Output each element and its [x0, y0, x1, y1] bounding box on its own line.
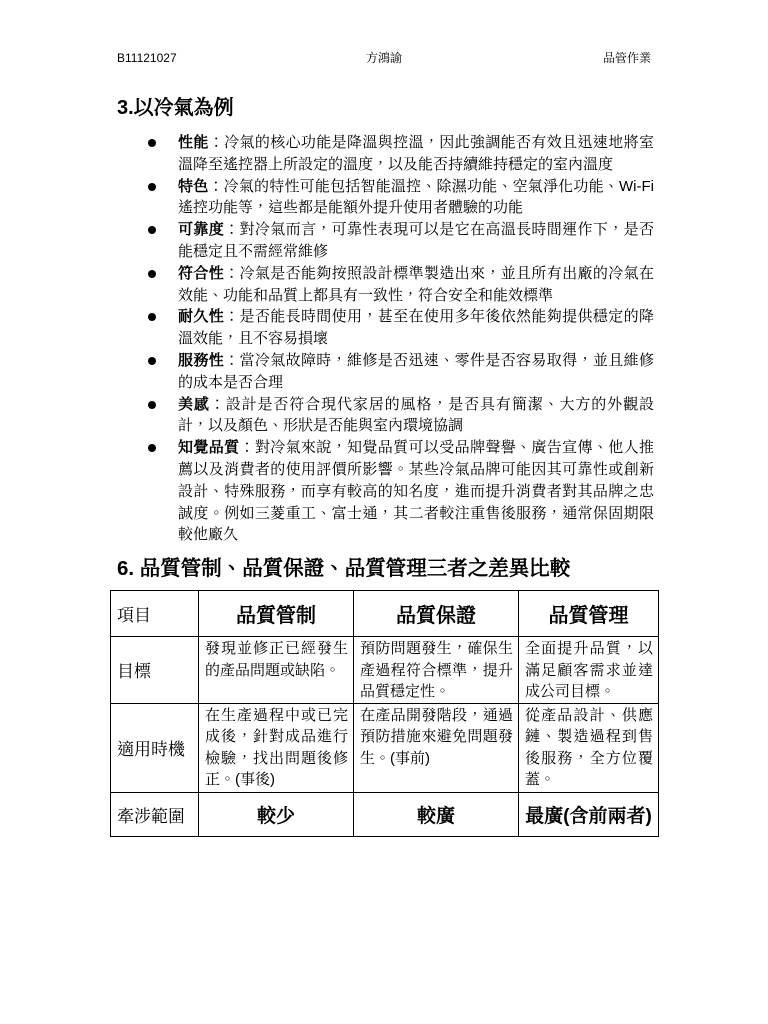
list-item — [178, 263, 654, 307]
header-course-title: 品管作業 — [602, 51, 651, 65]
table-row — [111, 703, 659, 792]
column-header-quality-control: 品質管制 — [199, 591, 354, 637]
item-description: ：是否能長時間使用，甚至在使用多年後依然能夠提供穩定的降溫效能，且不容易損壞 — [178, 308, 654, 348]
comparison-table — [110, 590, 659, 837]
column-header-quality-management: 品質管理 — [519, 591, 659, 637]
item-term: 可靠度 — [178, 221, 225, 239]
table-cell: 在產品開發階段，通過預防措施來避免問題發生。(事前) — [354, 703, 519, 792]
bullet-icon — [148, 357, 156, 365]
table-cell: 較廣 — [354, 792, 519, 836]
list-item — [178, 219, 654, 263]
table-cell: 較少 — [199, 792, 354, 836]
header-student-id: B11121027 — [117, 51, 177, 65]
bullet-icon — [148, 226, 156, 234]
column-header-quality-assurance: 品質保證 — [354, 591, 519, 637]
item-term: 美感 — [178, 395, 210, 413]
list-item — [178, 350, 654, 394]
table-cell: 從產品設計、供應鏈、製造過程到售後服務，全方位覆蓋。 — [519, 703, 659, 792]
item-term: 符合性 — [178, 264, 225, 282]
table-row — [111, 792, 659, 836]
item-description: ：冷氣是否能夠按照設計標準製造出來，並且所有出廠的冷氣在效能、功能和品質上都具有一致性，符合安全和能效標準 — [178, 264, 654, 304]
item-description: ：設計是否符合現代家居的風格，是否具有簡潔、大方的外觀設計，以及顏色、形狀是否能與室內環境協調 — [178, 395, 654, 435]
item-description: ：對冷氣而言，可靠性表現可以是它在高溫長時間運作下，是否能穩定且不需經常維修 — [178, 221, 654, 260]
bullet-icon — [148, 139, 156, 147]
item-description: ：冷氣的特性可能包括智能溫控、除濕功能、空氣淨化功能、Wi-Fi遙控功能等，這些都是能額外提升使用者體驗的功能 — [178, 177, 654, 217]
row-label: 目標 — [111, 637, 199, 704]
table-cell: 預防問題發生，確保生產過程符合標準，提升品質穩定性。 — [354, 637, 519, 704]
item-term: 服務性 — [178, 351, 225, 369]
header-author-name: 方鴻諭 — [365, 51, 402, 65]
bullet-icon — [148, 183, 156, 191]
table-cell: 在生產過程中或已完成後，針對成品進行檢驗，找出問題後修正。(事後) — [199, 703, 354, 792]
bullet-icon — [148, 270, 156, 278]
list-item — [178, 176, 654, 220]
bullet-icon — [148, 313, 156, 321]
row-label: 適用時機 — [111, 703, 199, 792]
section-3-heading: 3.以冷氣為例 — [117, 97, 234, 119]
item-term: 耐久性 — [178, 308, 225, 326]
table-cell: 發現並修正已經發生的產品問題或缺陷。 — [199, 637, 354, 704]
bullet-icon — [148, 444, 156, 452]
list-item — [178, 394, 654, 438]
section-6-heading: 6. 品質管制、品質保證、品質管理三者之差異比較 — [117, 557, 571, 580]
quality-dimensions-list — [178, 132, 654, 546]
column-header-item: 項目 — [111, 591, 199, 637]
table-row — [111, 637, 659, 704]
item-description: ：當冷氣故障時，維修是否迅速、零件是否容易取得，並且維修的成本是否合理 — [178, 351, 654, 391]
item-description: ：對冷氣來說，知覺品質可以受品牌聲譽、廣告宣傳、他人推薦以及消費者的使用評價所影響。某些冷氣品牌可能因其可靠性或創新設計、特殊服務，而享有較高的知名度，進而提升消費者對其品牌之忠誠度。例如三菱重工、富士通，其二者較注重售後服務，通常保固期限較他廠久 — [178, 439, 654, 544]
bullet-icon — [148, 401, 156, 409]
item-description: ：冷氣的核心功能是降溫與控溫，因此強調能否有效且迅速地將室溫降至遙控器上所設定的溫度，以及能否持續維持穩定的室內溫度 — [178, 134, 654, 173]
item-term: 特色 — [178, 177, 209, 195]
table-cell: 全面提升品質，以滿足顧客需求並達成公司目標。 — [519, 637, 659, 704]
table-cell: 最廣(含前兩者) — [519, 792, 659, 836]
list-item — [178, 132, 654, 176]
list-item — [178, 437, 654, 546]
row-label: 牽涉範圍 — [111, 792, 199, 836]
item-term: 性能 — [178, 134, 209, 151]
item-term: 知覺品質 — [178, 439, 240, 457]
table-header-row — [111, 591, 659, 637]
list-item — [178, 306, 654, 350]
